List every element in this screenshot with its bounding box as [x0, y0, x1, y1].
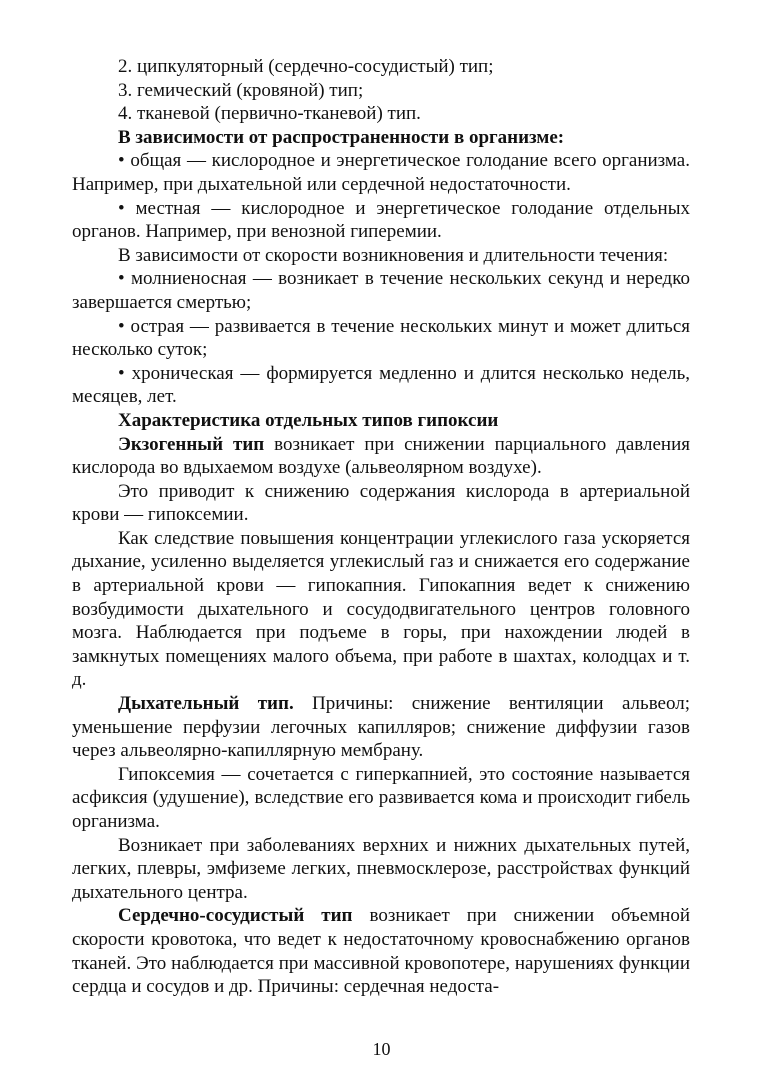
paragraph-exogenous-2: Это приводит к снижению содержания кислорода в артериальной крови — гипоксемии.	[72, 480, 690, 526]
speed-intro: В зависимости от скорости возникновения и длительности течения:	[118, 244, 669, 266]
bullet-general: • общая — кислородное и энергетическое голодание всего организма. Например, при дыхательной или сердечной недостаточности.	[72, 150, 690, 195]
paragraph-respiratory-2: Гипоксемия — сочетается с гиперкапнией, это состояние называется асфиксия (удушение), вследствие его развивается кома и происходит гибель организма.	[72, 763, 690, 832]
numbered-list	[72, 55, 690, 126]
bullet-local: • местная — кислородное и энергетическое голодание отдельных органов. Например, при венозной гиперемии.	[72, 197, 690, 243]
list-item: 4. тканевой (первично-тканевой) тип.	[118, 103, 421, 125]
bullet-chronic: • хроническая — формируется медленно и длится несколько недель, месяцев, лет.	[72, 362, 690, 408]
paragraph-exogenous-3: Как следствие повышения концентрации углекислого газа ускоряется дыхание, усиленно выделяется углекислый газ и снижается его содержание в артериальной крови — гипокапния. Гипокапния ведет к снижению возбудимости дыхательного и сосудодвигательного центров головного мозга. Наблюдается при подъеме в горы, при нахождении людей в замкнутых помещениях малого объема, при работе в шахтах, колодцах и т. д.	[72, 527, 690, 691]
section-heading-prevalence: В зависимости от распространенности в организме:	[118, 126, 565, 148]
section-heading-types: Характеристика отдельных типов гипоксии	[118, 409, 499, 431]
bullet-acute: • острая — развивается в течение нескольких минут и может длиться несколько суток;	[72, 315, 690, 361]
paragraph-respiratory: Дыхательный тип. Причины: снижение вентиляции альвеол; уменьшение перфузии легочных капилляров; снижение диффузии газов через альвеолярно-капиллярную мембрану.	[72, 693, 690, 762]
paragraph-cardio: Сердечно-сосудистый тип возникает при снижении объемной скорости кровотока, что ведет к недостаточному кровоснабжению органов тканей. Это наблюдается при массивной кровопотере, нарушениях функции сердца и сосудов и др. Причины: сердечная недоста-	[72, 905, 690, 998]
page-number: 10	[372, 1039, 391, 1059]
paragraph-respiratory-3: Возникает при заболеваниях верхних и нижних дыхательных путей, легких, плевры, эмфиземе легких, пневмосклерозе, расстройствах функций дыхательного центра.	[72, 834, 690, 903]
list-item: 2. ципкуляторный (сердечно-сосудистый) тип;	[118, 56, 494, 77]
paragraph-exogenous: Экзогенный тип возникает при снижении парциального давления кислорода во вдыхаемом воздухе (альвеолярном воздухе).	[72, 433, 690, 479]
bullet-fulminant: • молниеносная — возникает в течение нескольких секунд и нередко завершается смертью;	[72, 268, 690, 313]
page-body	[72, 55, 690, 999]
list-item: 3. гемический (кровяной) тип;	[118, 79, 364, 101]
